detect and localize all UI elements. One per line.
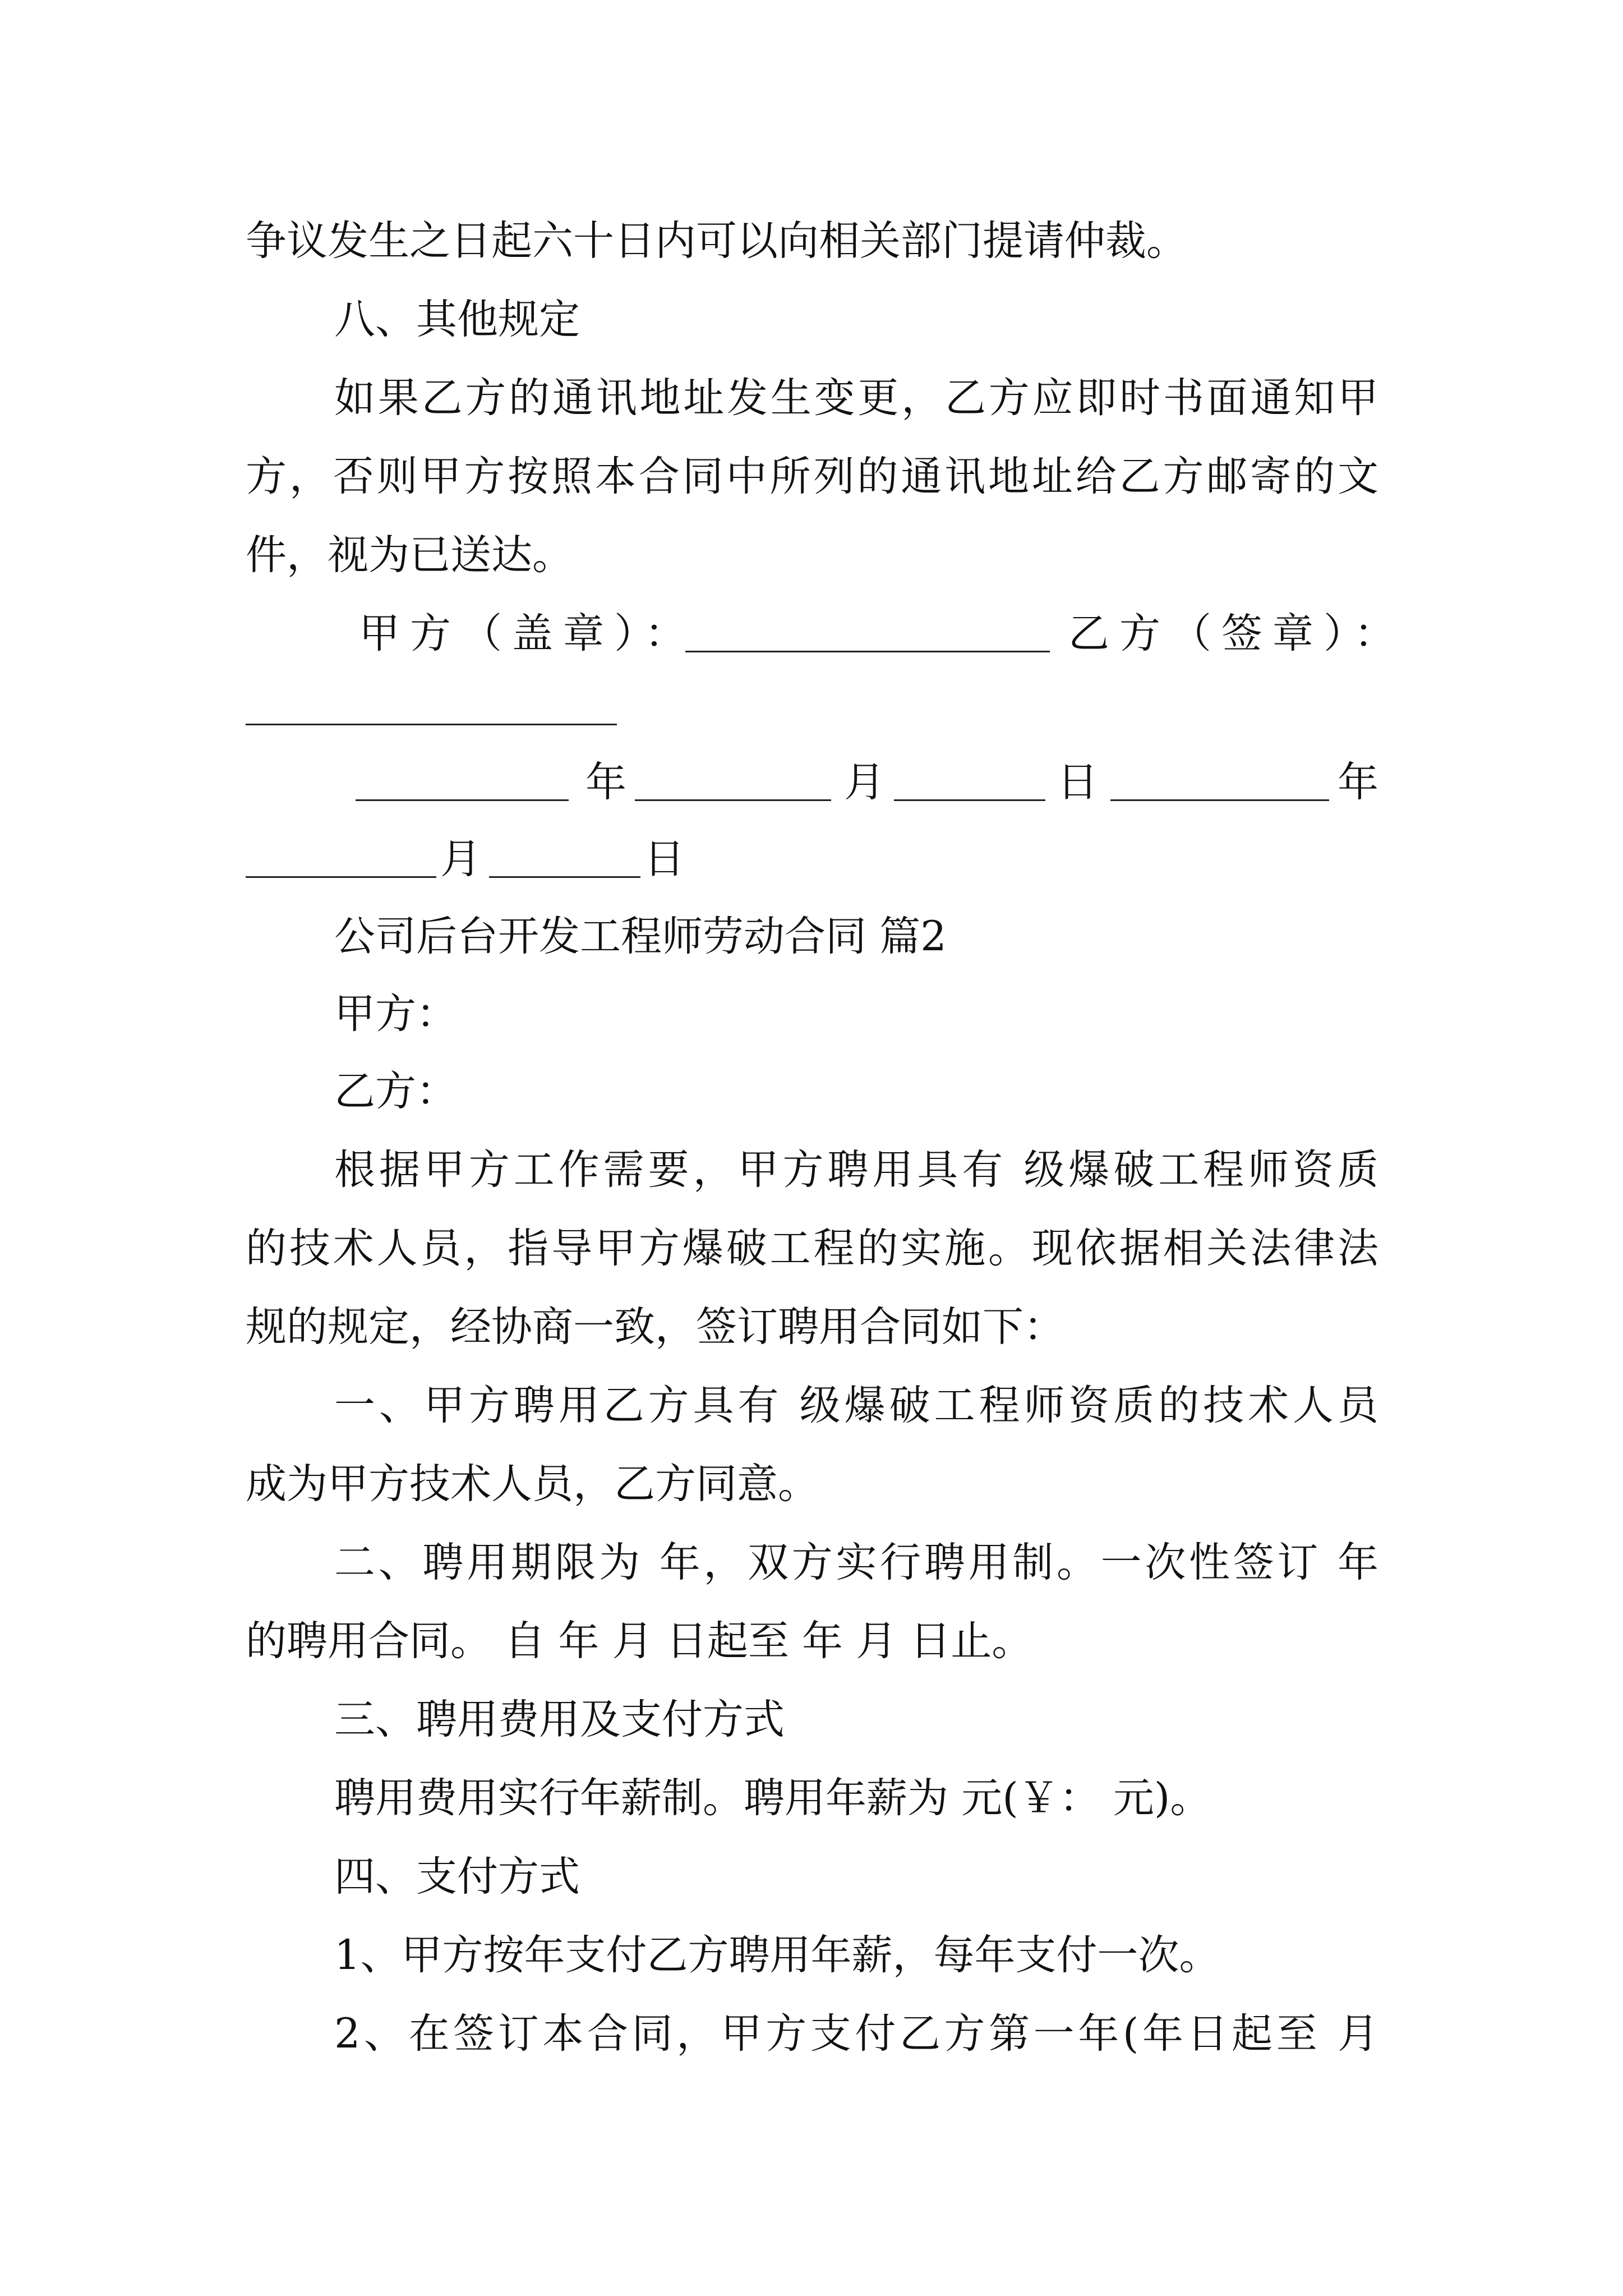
party-b-seal-blank-row bbox=[246, 679, 638, 735]
intro-line-1: 根据甲方工作需要，甲方聘用具有 级爆破工程师资质 bbox=[334, 1146, 1378, 1194]
clause-3-title: 三、聘用费用及支付方式 bbox=[334, 1696, 785, 1743]
clause-2-line-2: 的聘用合同。 自 年 月 日起至 年 月 日止。 bbox=[246, 1617, 1033, 1665]
party-b-line: 乙方： bbox=[334, 1068, 457, 1115]
paragraph-address-line-2: 方，否则甲方按照本合同中所列的通讯地址给乙方邮寄的文 bbox=[246, 453, 1378, 500]
text-line-dispute: 争议发生之日起六十日内可以向相关部门提请仲裁。 bbox=[246, 217, 1187, 265]
year-blank-b bbox=[1110, 759, 1329, 801]
party-a-seal-label: 甲方（盖章）： bbox=[359, 610, 696, 657]
paragraph-address-line-3: 件，视为已送达。 bbox=[246, 531, 573, 579]
paragraph-address-line-1: 如果乙方的通讯地址发生变更，乙方应即时书面通知甲 bbox=[334, 374, 1378, 422]
clause-4-item-2: 2、在签订本合同，甲方支付乙方第一年(年日起至 月 bbox=[334, 2010, 1378, 2058]
contract-2-title: 公司后台开发工程师劳动合同 篇2 bbox=[334, 913, 947, 960]
year-blank-a bbox=[356, 759, 569, 801]
clause-3-body: 聘用费用实行年薪制。聘用年薪为 元(￥： 元)。 bbox=[334, 1774, 1211, 1822]
year-label-a: 年 bbox=[585, 758, 626, 806]
clause-1-line-2: 成为甲方技术人员，乙方同意。 bbox=[246, 1460, 819, 1508]
party-a-seal-blank bbox=[685, 610, 1050, 652]
date-row-continued bbox=[0, 831, 1623, 887]
intro-line-2: 的技术人员，指导甲方爆破工程的实施。现依据相关法律法 bbox=[246, 1225, 1378, 1272]
clause-4-title: 四、支付方式 bbox=[334, 1853, 580, 1901]
month-blank-a bbox=[635, 759, 831, 801]
clause-4-item-1: 1、甲方按年支付乙方聘用年薪，每年支付一次。 bbox=[334, 1931, 1220, 1979]
month-blank-b bbox=[246, 836, 436, 878]
party-b-seal-label: 乙方（签章）： bbox=[1068, 610, 1405, 657]
clause-1-line-1: 一、甲方聘用乙方具有 级爆破工程师资质的技术人员 bbox=[334, 1382, 1378, 1429]
day-label-a: 日 bbox=[1057, 758, 1098, 806]
day-label-b: 日 bbox=[644, 835, 685, 883]
day-blank-a bbox=[894, 759, 1045, 801]
section-title-other-provisions: 八、其他规定 bbox=[334, 296, 580, 343]
signature-row bbox=[0, 606, 1623, 662]
party-b-seal-blank bbox=[246, 683, 617, 725]
intro-line-3: 规的规定，经协商一致，签订聘用合同如下： bbox=[246, 1303, 1064, 1351]
year-label-b: 年 bbox=[1338, 758, 1378, 806]
date-row bbox=[0, 754, 1623, 811]
party-a-line: 甲方： bbox=[334, 990, 457, 1038]
month-label-a: 月 bbox=[844, 758, 885, 806]
day-blank-b bbox=[489, 836, 640, 878]
month-label-b: 月 bbox=[440, 835, 481, 883]
clause-2-line-1: 二、聘用期限为 年，双方实行聘用制。一次性签订 年 bbox=[334, 1539, 1378, 1586]
